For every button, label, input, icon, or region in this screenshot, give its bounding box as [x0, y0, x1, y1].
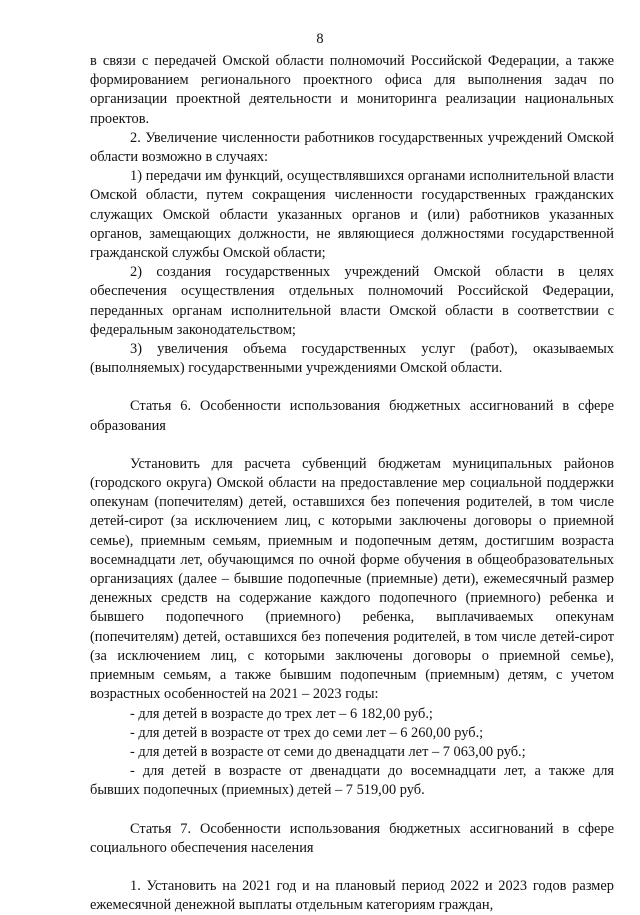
list-item: - для детей в возрасте от семи до двенадцати лет – 7 063,00 руб.; — [130, 743, 526, 760]
list-item: - для детей в возрасте до трех лет – 6 182,00 руб.; — [130, 705, 433, 722]
list-item: 2) создания государственных учреждений Омской области в целях обеспечения осуществления отдельных полномочий Российской Федерации, переданных органам исполнительной власти Омской области в соответствии с федеральным законодательством; — [90, 264, 614, 338]
list-item: - для детей в возрасте от двенадцати до восемнадцати лет, а также для бывших подопечных (приемных) детей – 7 519,00 руб. — [90, 763, 614, 799]
paragraph: 1. Установить на 2021 год и на плановый период 2022 и 2023 годов размер ежемесячной денежной выплаты отдельным категориям граждан, — [90, 877, 614, 914]
page-number: 8 — [316, 31, 324, 47]
paragraph: в связи с передачей Омской области полномочий Российской Федерации, а также формированием регионального проектного офиса для выполнения задач по организации проектной деятельности и мониторинга реализации национальных проектов. — [90, 53, 614, 127]
article-heading: Статья 6. Особенности использования бюджетных ассигнований в сфере образования — [90, 398, 614, 434]
list-item: 3) увеличения объема государственных услуг (работ), оказываемых (выполняемых) государственными учреждениями Омской области. — [90, 341, 614, 377]
document-body — [90, 52, 614, 915]
paragraph: 2. Увеличение численности работников государственных учреждений Омской области возможно в случаях: — [90, 129, 614, 166]
paragraph: Установить для расчета субвенций бюджетам муниципальных районов (городского округа) Омской области на предоставление мер социальной поддержки опекунам (попечителям) детей, оставшихся без попечения родителей, в том числе детей-сирот (за исключением лиц, с которыми заключены договоры о приемной семье), приемным семьям, приемным и подопечным детям, достигшим возраста восемнадцати лет, обучающимся по очной форме обучения в общеобразовательных организациях (далее – бывшие подопечные (приемные) дети), ежемесячный размер денежных средств на содержание каждого подопечного (приемного) ребенка и бывшего подопечного (приемного) ребенка, выплачиваемых опекунам (попечителям) детей, оставшихся без попечения родителей, в том числе детей-сирот (за исключением лиц, с которыми заключены договоры о приемной семье), приемным семьям, а также бывшим подопечным (приемным) детям, с учетом возрастных особенностей на 2021 – 2023 годы: — [90, 455, 614, 703]
article-heading: Статья 7. Особенности использования бюджетных ассигнований в сфере социального обеспечения населения — [90, 820, 614, 856]
list-item: 1) передачи им функций, осуществлявшихся органами исполнительной власти Омской области, путем сокращения численности государственных гражданских служащих Омской области указанных органов и (или) работников указанных органов, замещающих должности, не являющиеся должностями государственной гражданской службы Омской области; — [90, 168, 614, 262]
list-item: - для детей в возрасте от трех до семи лет – 6 260,00 руб.; — [130, 724, 484, 741]
